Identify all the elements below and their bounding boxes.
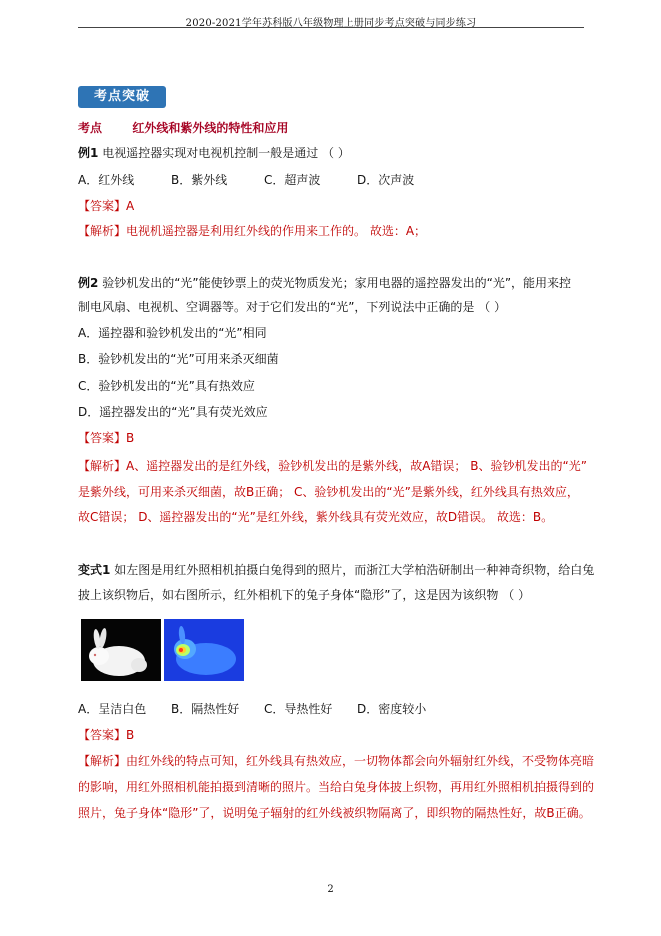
q1-analysis-label: 【解析】: [78, 224, 127, 238]
q1-answer-label: 【答案】: [78, 199, 127, 213]
q3-analysis-label: 【解析】: [78, 754, 127, 768]
q1-options: [78, 172, 414, 188]
q3-answer: [78, 727, 134, 743]
q2-analysis-line-2: 是紫外线，可用来杀灭细菌，故B正确； C、验钞机发出的“光”是紫外线，红外线具有热效应，: [78, 485, 579, 499]
topic-line: [78, 120, 288, 136]
q3-option-b: B．隔热性好: [171, 702, 240, 716]
q3-answer-label: 【答案】: [78, 728, 127, 742]
topic-label: 考点: [78, 121, 103, 135]
q3-stem-line-1: [78, 562, 594, 578]
rabbit-infrared-figure: [81, 619, 244, 681]
q3-options: [78, 701, 426, 717]
infrared-rabbit-photo: [164, 619, 244, 681]
q3-text-1: 如左图是用红外照相机拍摄白兔得到的照片，而浙江大学柏浩研制出一种神奇织物，给白兔: [114, 563, 595, 577]
q2-stem-line-2: 制电风扇、电视机、空调器等。对于它们发出的“光”，下列说法中正确的是 （ ）: [78, 300, 507, 314]
q1-analysis: [78, 223, 426, 239]
white-rabbit-photo: [81, 619, 161, 681]
q1-option-c: C．超声波: [264, 173, 321, 187]
q3-label: 变式1: [78, 563, 111, 577]
q1-option-a: A．红外线: [78, 173, 135, 187]
q1-answer: [78, 198, 134, 214]
page-number: 2: [327, 884, 334, 895]
q2-stem-line-1: [78, 275, 571, 291]
q1-analysis-text: 电视机遥控器是利用红外线的作用来工作的。 故选：A；: [126, 224, 427, 238]
q2-analysis-line-1: [78, 458, 587, 474]
q2-text-1: 验钞机发出的“光”能使钞票上的荧光物质发光；家用电器的遥控器发出的“光”，能用来控: [102, 276, 572, 290]
q2-analysis-label: 【解析】: [78, 459, 127, 473]
q2-option-c: C．验钞机发出的“光”具有热效应: [78, 379, 255, 393]
q2-option-b: B．验钞机发出的“光”可用来杀灭细菌: [78, 352, 279, 366]
section-badge: 考点突破: [78, 86, 166, 108]
page-header: 2020-2021学年苏科版八年级物理上册同步考点突破与同步练习: [185, 18, 477, 29]
q2-answer-label: 【答案】: [78, 431, 127, 445]
q3-analysis-text-1: 由红外线的特点可知，红外线具有热效应，一切物体都会向外辐射红外线，不受物体亮暗: [126, 754, 595, 768]
q2-option-a: A．遥控器和验钞机发出的“光”相同: [78, 326, 267, 340]
topic-title: 红外线和紫外线的特性和应用: [132, 121, 289, 135]
q3-stem-line-2: 披上该织物后，如右图所示，红外相机下的兔子身体“隐形”了，这是因为该织物 （ ）: [78, 588, 531, 602]
q3-answer-value: B: [126, 728, 135, 742]
q2-analysis-text-1: A、遥控器发出的是红外线，验钞机发出的是紫外线，故A错误； B、验钞机发出的“光”: [126, 459, 587, 473]
q3-option-d: D．密度较小: [357, 702, 427, 716]
q3-analysis-line-1: [78, 753, 594, 769]
q1-answer-value: A: [126, 199, 135, 213]
q1-stem: [78, 145, 350, 161]
q2-option-d: D．遥控器发出的“光”具有荧光效应: [78, 405, 268, 419]
q1-option-d: D．次声波: [357, 173, 415, 187]
q2-answer-value: B: [126, 431, 135, 445]
q2-answer: [78, 430, 134, 446]
q1-text: 电视遥控器实现对电视机控制一般是通过 （ ）: [102, 146, 350, 160]
q3-option-c: C．导热性好: [264, 702, 333, 716]
q3-option-a: A．呈洁白色: [78, 702, 147, 716]
q2-analysis-line-3: 故C错误； D、遥控器发出的“光”是红外线，紫外线具有荧光效应，故D错误。 故选：B。: [78, 510, 554, 524]
q1-option-b: B．紫外线: [171, 173, 228, 187]
q2-label: 例2: [78, 276, 99, 290]
q3-analysis-line-3: 照片，兔子身体“隐形”了，说明兔子辐射的红外线被织物隔离了，即织物的隔热性好，故B正确。: [78, 806, 591, 820]
header-rule: [78, 27, 584, 28]
q1-label: 例1: [78, 146, 99, 160]
q3-analysis-line-2: 的影响，用红外照相机能拍摄到清晰的照片。当给白兔身体披上织物，再用红外照相机拍摄得到的: [78, 780, 595, 794]
